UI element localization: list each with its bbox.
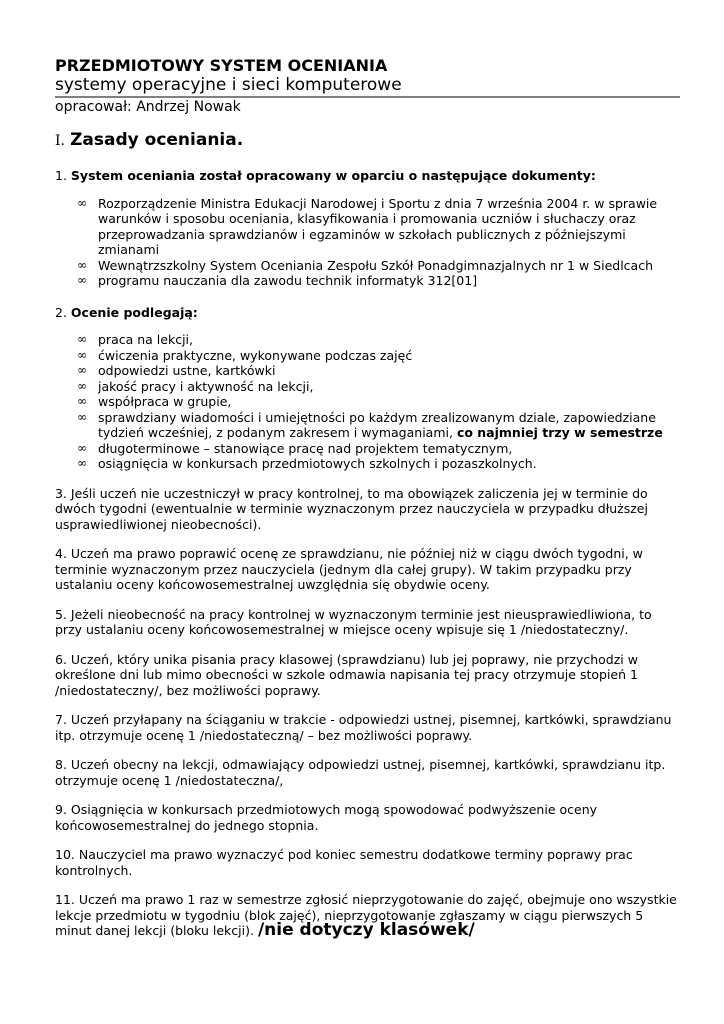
document-page	[55, 56, 680, 939]
section-number: I.	[55, 133, 65, 149]
paragraph-7: 7. Uczeń przyłapany na ściąganiu w trakcie - odpowiedzi ustnej, pisemnej, kartkówki, sprawdzianu itp. otrzymuje ocenę 1 /niedostateczną/ – bez możliwości poprawy.	[55, 712, 672, 743]
paragraph-11-emphasis: /nie dotyczy klasówek/	[257, 920, 475, 940]
infinity-bullet-icon: ∞	[77, 456, 87, 470]
paragraph-10: 10. Nauczyciel ma prawo wyznaczyć pod koniec semestru dodatkowe terminy poprawy prac kontrolnych.	[55, 847, 633, 878]
point-2-heading	[55, 305, 680, 321]
list-item: ∞ odpowiedzi ustne, kartkówki	[77, 363, 276, 378]
list-item: ∞ osiągnięcia w konkursach przedmiotowych szkolnych i pozaszkolnych.	[77, 456, 537, 471]
point-2-heading-text: Ocenie podlegają:	[70, 304, 198, 320]
section-title: Zasady oceniania.	[70, 130, 244, 150]
list-item: ∞ Wewnątrzszkolny System Oceniania Zespołu Szkół Ponadgimnazjalnych nr 1 w Siedlcach	[77, 257, 654, 273]
infinity-bullet-icon: ∞	[77, 273, 87, 287]
paragraph-4: 4. Uczeń ma prawo poprawić ocenę ze sprawdzianu, nie później niż w ciągu dwóch tygodni, w terminie wyznaczonym przez nauczyciela (jednym dla całej grupy). W takim przypadku przy ustalaniu oceny końcowosemestralnej uwzględnia się obydwie oceny.	[55, 546, 643, 592]
infinity-bullet-icon: ∞	[77, 378, 87, 393]
paragraph-11-text: 11. Uczeń ma prawo 1 raz w semestrze zgłosić nieprzygotowanie do zajęć, obejmuje ono wszystkie lekcje przedmiotu w tygodniu (blok zajęć), nieprzygotowanie zgłaszamy w ciągu pierwszych 5 minut danej lekcji (bloku lekcji).	[55, 892, 677, 938]
infinity-bullet-icon: ∞	[77, 257, 87, 272]
infinity-bullet-icon: ∞	[77, 332, 87, 346]
document-title: PRZEDMIOTOWY SYSTEM OCENIANIA	[55, 56, 388, 75]
documents-list	[55, 196, 680, 289]
list-item: ∞ sprawdziany wiadomości i umiejętności po każdym zrealizowanym dziale, zapowiedziane tydzień wcześniej, z podanym zakresem i wymaganiami, co najmniej trzy w semestrze	[77, 409, 663, 440]
infinity-bullet-icon: ∞	[77, 409, 87, 424]
point-2-number: 2.	[55, 304, 67, 320]
point-1-heading-text: System oceniania został opracowany w oparciu o następujące dokumenty:	[70, 168, 596, 183]
infinity-bullet-icon: ∞	[77, 347, 87, 362]
paragraph-11	[55, 892, 680, 939]
paragraph-8: 8. Uczeń obecny na lekcji, odmawiający odpowiedzi ustnej, pisemnej, kartkówki, sprawdzianu itp. otrzymuje ocenę 1 /niedostateczna/,	[55, 757, 666, 788]
infinity-bullet-icon: ∞	[77, 440, 87, 455]
assessed-items-list	[55, 332, 680, 472]
author-line: opracował: Andrzej Nowak	[55, 99, 241, 115]
infinity-bullet-icon: ∞	[77, 195, 87, 210]
section-heading	[55, 129, 680, 152]
paragraph-9: 9. Osiągnięcia w konkursach przedmiotowych mogą spowodować podwyższenie oceny końcowosemestralnej do jednego stopnia.	[55, 802, 598, 833]
point-1-heading	[55, 168, 680, 184]
infinity-bullet-icon: ∞	[77, 363, 87, 377]
list-item: ∞ programu nauczania dla zawodu technik informatyk 312[01]	[77, 273, 478, 288]
list-item: ∞ współpraca w grupie,	[77, 394, 232, 409]
infinity-bullet-icon: ∞	[77, 394, 87, 408]
paragraph-3: 3. Jeśli uczeń nie uczestniczył w pracy kontrolnej, to ma obowiązek zaliczenia jej w terminie do dwóch tygodni (ewentualnie w terminie wyznaczonym przez nauczyciela w przypadku dłuższej usprawiedliwionej nieobecności).	[55, 485, 648, 532]
list-item: ∞ praca na lekcji,	[77, 332, 193, 347]
list-item: ∞ Rozporządzenie Ministra Edukacji Narodowej i Sportu z dnia 7 września 2004 r. w sprawie warunków i sposobu oceniania, klasyfikowania i promowania uczniów i słuchaczy oraz przeprowadzania sprawdzianów i egzaminów w szkołach publicznych z późniejszymi zmianami	[77, 195, 658, 257]
list-item: ∞ ćwiczenia praktyczne, wykonywane podczas zajęć	[77, 347, 413, 363]
paragraph-6: 6. Uczeń, który unika pisania pracy klasowej (sprawdzianu) lub jej poprawy, nie przychodzi w określone dni lub mimo obecności w szkole odmawia napisania tej pracy otrzymuje stopień 1 /niedostateczny/, bez możliwości poprawy.	[55, 651, 638, 698]
point-1-number: 1.	[55, 168, 67, 183]
paragraph-5: 5. Jeżeli nieobecność na pracy kontrolnej w wyznaczonym terminie jest nieusprawiedliwiona, to przy ustalaniu oceny końcowosemestralnej w miejsce oceny wpisuje się 1 /niedostateczny/.	[55, 606, 652, 637]
list-item: ∞ długoterminowe – stanowiące pracę nad projektem tematycznym,	[77, 440, 513, 456]
bold-emphasis: co najmniej trzy w semestrze	[456, 425, 663, 440]
list-item: ∞ jakość pracy i aktywność na lekcji,	[77, 378, 314, 394]
document-subtitle: systemy operacyjne i sieci komputerowe	[55, 75, 402, 95]
